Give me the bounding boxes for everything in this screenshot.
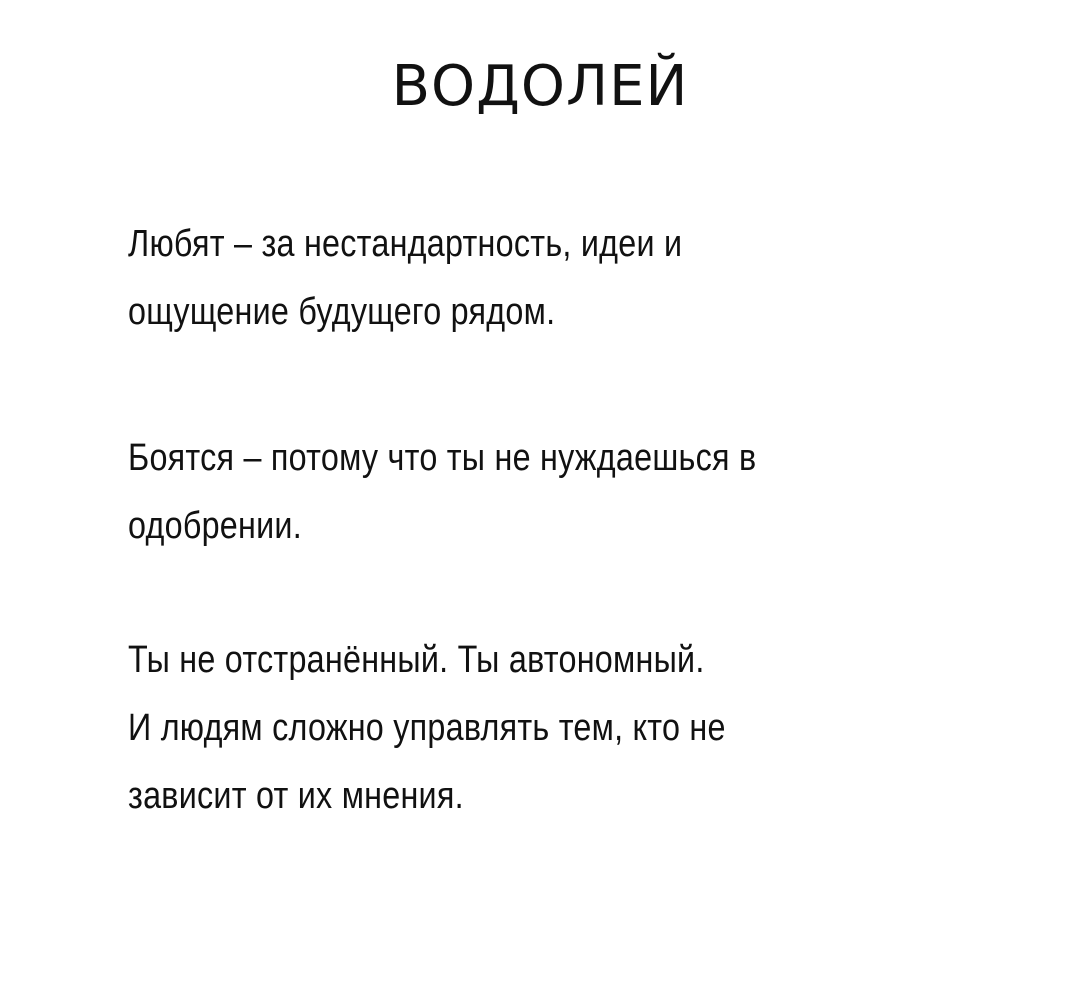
paragraph-love: [128, 210, 1028, 346]
text-line: Боятся – потому что ты не нуждаешься в: [128, 437, 757, 479]
paragraph-fear: [128, 424, 1028, 560]
text-line: одобрении.: [128, 505, 302, 547]
text-line: ощущение будущего рядом.: [128, 291, 556, 333]
text-line: И людям сложно управлять тем, кто не: [128, 707, 726, 749]
paragraph-autonomy: [128, 626, 1028, 830]
page-title: ВОДОЛЕЙ: [391, 54, 689, 119]
text-line: зависит от их мнения.: [128, 775, 464, 817]
text-line: Ты не отстранённый. Ты автономный.: [128, 639, 705, 681]
text-line: Любят – за нестандартность, идеи и: [128, 223, 683, 265]
